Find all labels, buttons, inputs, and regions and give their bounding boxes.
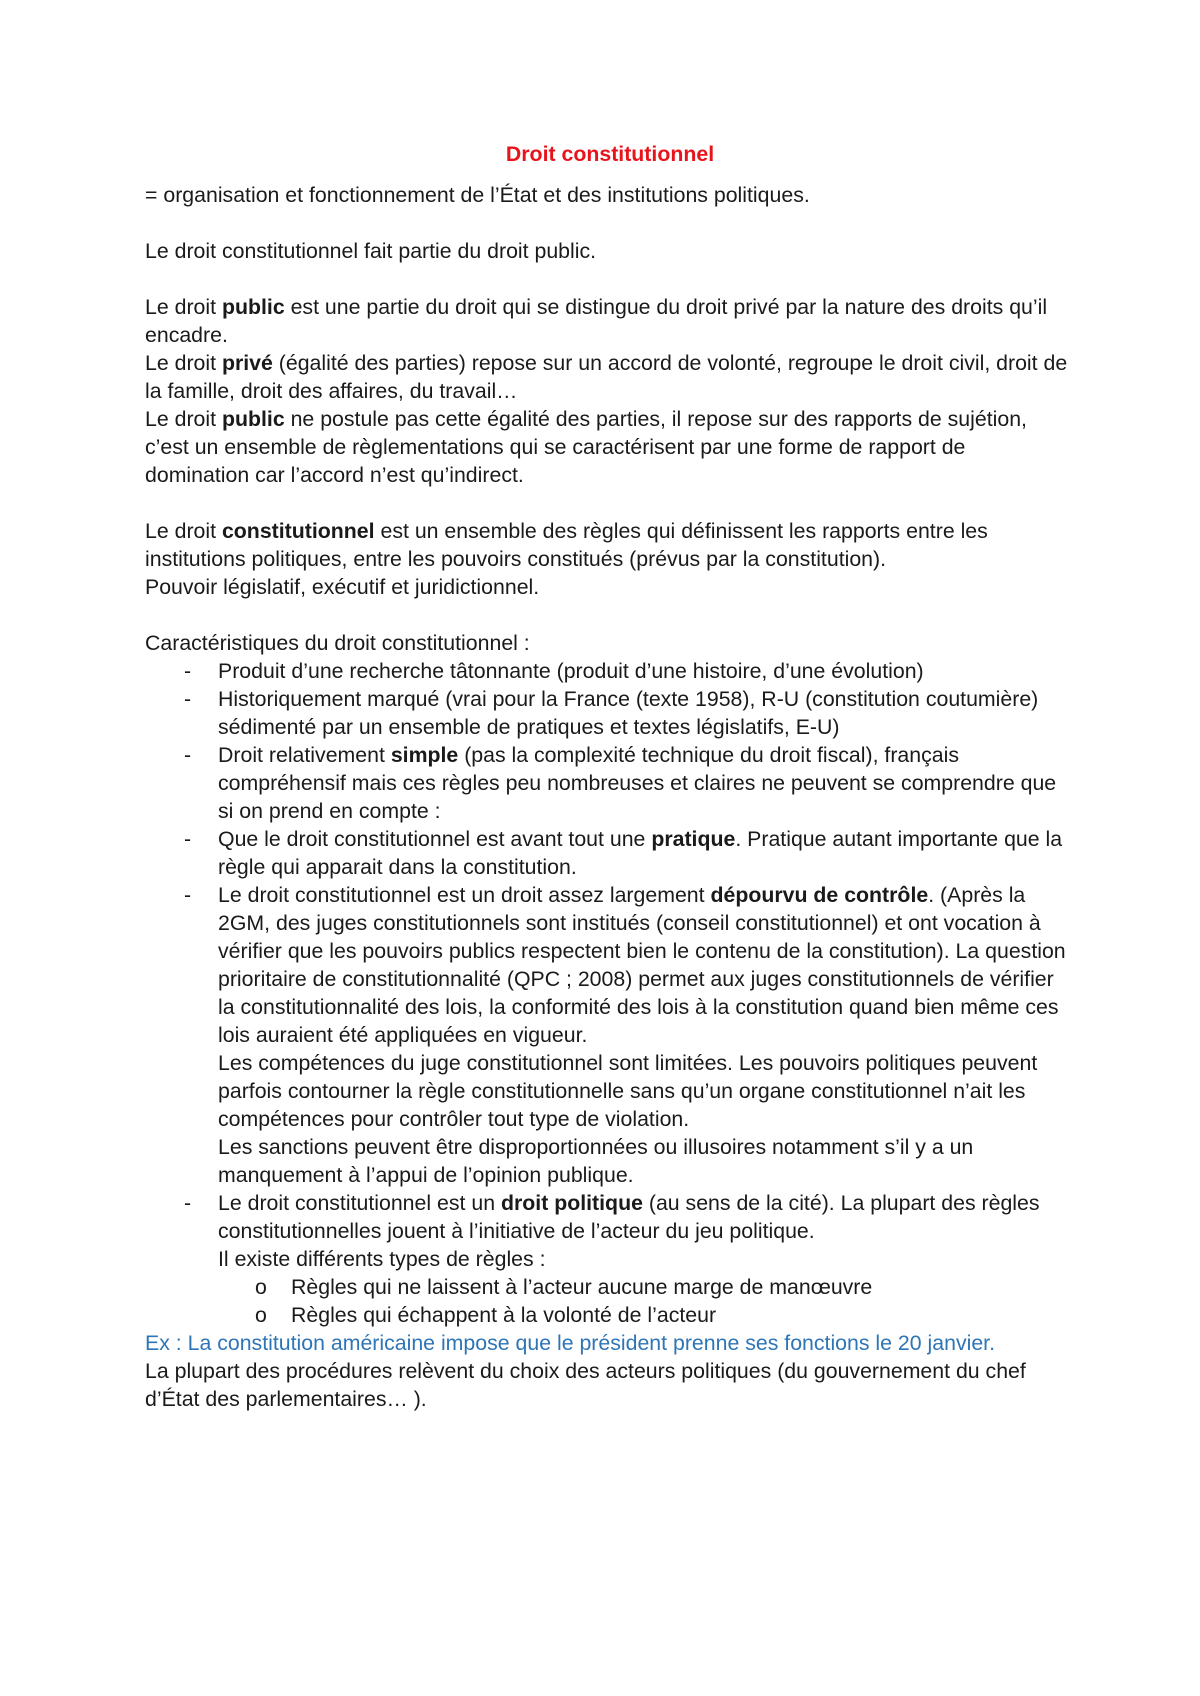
list-item-continuation: Les compétences du juge constitutionnel sont limitées. Les pouvoirs politiques peuvent parfois contourner la règle constitutionnelle sans qu’un organe constitutionnel n’ait les compétences pour contrôler tout type de violation.	[218, 1051, 1038, 1131]
text: Le droit	[145, 351, 222, 375]
bold-term: public	[221, 295, 285, 319]
sub-list-item: o Règles qui ne laissent à l’acteur aucune marge de manœuvre	[145, 1273, 1075, 1301]
list-item: - Produit d’une recherche tâtonnante (produit d’une histoire, d’une évolution)	[145, 657, 1075, 685]
text: . (Après la 2GM, des juges constitutionnels sont institués (conseil constitutionnel) et ont vocation à vérifier que les pouvoirs publics respectent bien le contenu de la constitution). La question prioritaire de constitutionnalité (QPC ; 2008) permet aux juges constitutionnels de vérifier la constitutionnalité des lois, la conformité des lois à la constitution quand bien même ces lois auraient été appliquées en vigueur.	[218, 883, 1066, 1047]
example-note: Ex : La constitution américaine impose que le président prenne ses fonctions le 20 janvier.	[145, 1331, 996, 1355]
text: Le droit	[145, 295, 222, 319]
bold-term: dépourvu de contrôle	[710, 883, 929, 907]
spacer	[145, 209, 1075, 237]
spacer	[145, 601, 1075, 629]
text: est une partie du droit qui se distingue du droit privé par la nature des droits qu’il encadre.	[145, 295, 1048, 347]
text: Que le droit constitutionnel est avant tout une	[218, 827, 652, 851]
prive-definition	[145, 349, 1075, 405]
bold-term: droit politique	[500, 1191, 643, 1215]
text: est un ensemble des règles qui définissent les rapports entre les institutions politiques, entre les pouvoirs constitués (prévus par la constitution).	[145, 519, 988, 571]
list-item	[145, 1189, 1075, 1245]
bold-term: pratique	[651, 827, 736, 851]
pouvoirs-line: Pouvoir législatif, exécutif et juridictionnel.	[145, 575, 540, 599]
document-body	[145, 140, 1075, 1413]
sub-list-item: o Règles qui échappent à la volonté de l’acteur	[145, 1301, 1075, 1329]
text: Droit relativement	[218, 743, 391, 767]
bold-term: public	[221, 407, 285, 431]
text: (égalité des parties) repose sur un accord de volonté, regroupe le droit civil, droit de la famille, droit des affaires, du travail…	[145, 351, 1068, 403]
rule-types-sublist	[145, 1273, 1075, 1329]
bold-term: constitutionnel	[221, 519, 375, 543]
text: (au sens de la cité). La plupart des règles constitutionnelles jouent à l’initiative de l’acteur du jeu politique.	[218, 1191, 1040, 1243]
public-definition	[145, 293, 1075, 349]
list-item	[145, 825, 1075, 881]
text: Le droit constitutionnel est un droit assez largement	[218, 883, 711, 907]
text: Le droit	[145, 407, 222, 431]
characteristics-list-cont	[145, 1189, 1075, 1245]
intro-definition: = organisation et fonctionnement de l’État et des institutions politiques.	[145, 183, 810, 207]
text: . Pratique autant importante que la règle qui apparait dans la constitution.	[218, 827, 1063, 879]
list-item-continuation: Il existe différents types de règles :	[218, 1247, 546, 1271]
constitutionnel-definition	[145, 517, 1075, 573]
bold-term: privé	[221, 351, 273, 375]
bold-term: simple	[390, 743, 459, 767]
spacer	[145, 265, 1075, 293]
text: Le droit constitutionnel est un	[218, 1191, 501, 1215]
public-part-statement: Le droit constitutionnel fait partie du droit public.	[145, 239, 597, 263]
page-title: Droit constitutionnel	[505, 142, 715, 166]
spacer	[145, 489, 1075, 517]
text: (pas la complexité technique du droit fiscal), français compréhensif mais ces règles peu nombreuses et claires ne peuvent se comprendre que si on prend en compte :	[218, 743, 1057, 823]
list-item-continuation: Les sanctions peuvent être disproportionnées ou illusoires notamment s’il y a un manquement à l’appui de l’opinion publique.	[218, 1135, 974, 1187]
characteristics-heading: Caractéristiques du droit constitutionnel :	[145, 631, 530, 655]
conclusion-paragraph: La plupart des procédures relèvent du choix des acteurs politiques (du gouvernement du chef d’État des parlementaires… ).	[145, 1359, 1026, 1411]
text: ne postule pas cette égalité des parties, il repose sur des rapports de sujétion, c’est un ensemble de règlementations qui se caractérisent par une forme de rapport de domination car l’accord n’est qu’indirect.	[145, 407, 1027, 487]
list-item: - Historiquement marqué (vrai pour la France (texte 1958), R-U (constitution coutumière) sédimenté par un ensemble de pratiques et textes législatifs, E-U)	[145, 685, 1075, 741]
text: Le droit	[145, 519, 222, 543]
characteristics-list	[145, 657, 1075, 1049]
public-definition-2	[145, 405, 1075, 489]
list-item	[145, 741, 1075, 825]
list-item	[145, 881, 1075, 1049]
